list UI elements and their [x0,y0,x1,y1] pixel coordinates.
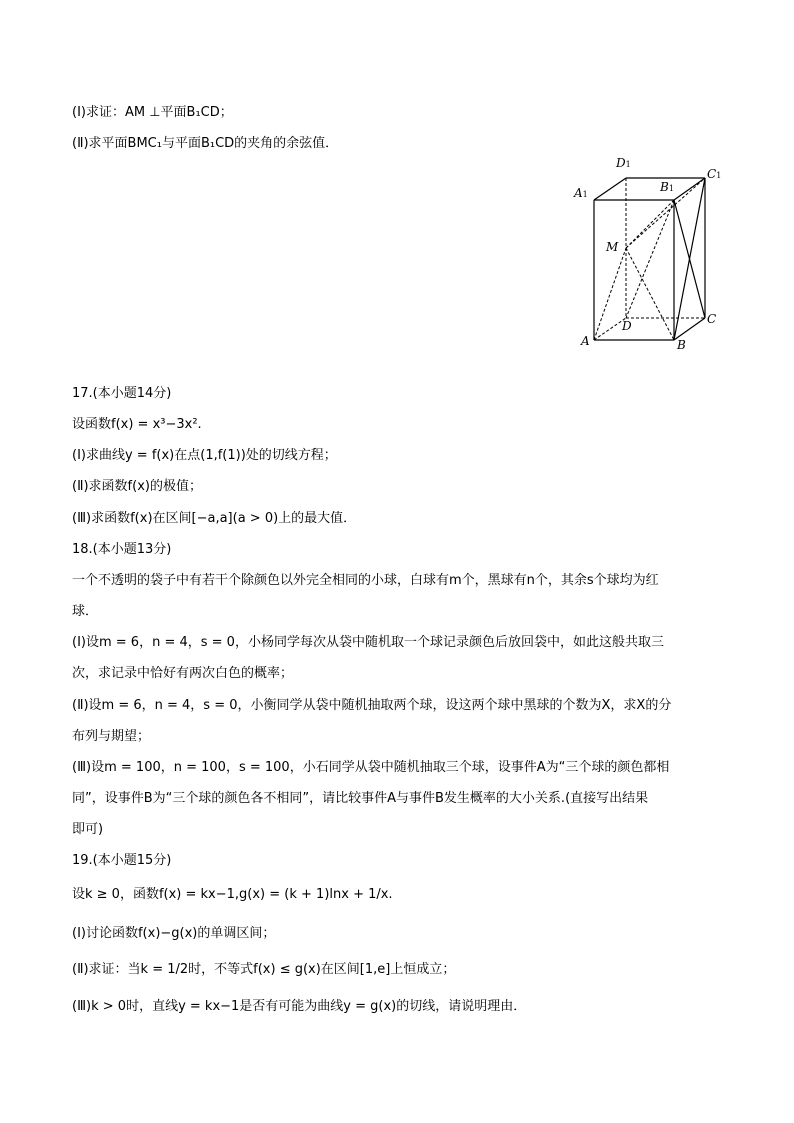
p18-part-i-2: 次，求记录中恰好有两次白色的概率； [72,666,294,681]
p19-header: 19.(本小题15分) [72,853,172,868]
seg-B1D [626,200,674,318]
p17-part-ii: (Ⅱ)求函数f(x)的极值； [72,479,202,494]
prism-diagram [570,150,730,360]
p19-part-iii: (Ⅲ)k > 0时，直线y = kx−1是否有可能为曲线y = g(x)的切线，请说明理由． [72,999,527,1014]
p19-part-i: (Ⅰ)讨论函数f(x)−g(x)的单调区间； [72,926,276,941]
p17-part-iii: (Ⅲ)求函数f(x)在区间[−a,a](a > 0)上的最大值． [72,511,357,526]
p18-part-ii-2: 布列与期望； [72,729,151,744]
p18-part-i-1: (Ⅰ)设m = 6，n = 4，s = 0，小杨同学每次从袋中随机取一个球记录颜色后放回袋中，如此这般共取三 [72,635,664,650]
edge-BC [674,318,705,340]
label-B1: B1 [660,180,674,194]
p16-part-ii: (Ⅱ)求平面BMC₁与平面B₁CD的夹角的余弦值． [72,136,339,151]
label-C: C [707,312,717,326]
p17-part-i: (Ⅰ)求曲线y = f(x)在点(1,f(1))处的切线方程； [72,448,337,463]
label-C1: C1 [707,167,722,181]
p18-part-iii-3: 即可) [72,822,104,837]
p17-given: 设函数f(x) = x³−3x². [72,417,202,432]
p18-given-1: 一个不透明的袋子中有若干个除颜色以外完全相同的小球，白球有m个，黑球有n个，其余s个球均为红 [72,573,659,588]
edge-AB1-hint [594,200,674,340]
p17-header: 17.(本小题14分) [72,386,172,401]
p19-part-ii: (Ⅱ)求证：当k = 1/2时，不等式f(x) ≤ g(x)在区间[1,e]上恒成立； [72,962,456,977]
label-D1: D1 [616,156,631,170]
label-A: A [581,334,590,348]
prism-figure [570,150,730,360]
p16-part-i: (Ⅰ)求证：AM ⊥平面B₁CD； [72,105,233,120]
label-A1: A1 [574,186,588,200]
p19-given: 设k ≥ 0，函数f(x) = kx−1,g(x) = (k + 1)lnx + 1/x. [72,887,393,902]
edge-A1D1 [594,178,626,200]
label-M: M [606,240,619,254]
edge-B1C1 [674,178,705,200]
p18-given-2: 球． [72,604,99,619]
p18-part-ii-1: (Ⅱ)设m = 6，n = 4，s = 0，小衡同学从袋中随机抽取两个球，设这两个球中黑球的个数为X，求X的分 [72,698,672,713]
label-B: B [677,338,686,352]
p18-part-iii-1: (Ⅲ)设m = 100，n = 100，s = 100，小石同学从袋中随机抽取三个球，设事件A为“三个球的颜色都相 [72,760,670,775]
p18-part-iii-2: 同”，设事件B为“三个球的颜色各不相同”，请比较事件A与事件B发生概率的大小关系.(直接写出结果 [72,791,649,806]
seg-MB1 [626,200,674,248]
seg-MB [626,248,674,340]
p18-header: 18.(本小题13分) [72,542,172,557]
diag-BC1 [674,178,705,340]
label-D: D [622,319,632,333]
